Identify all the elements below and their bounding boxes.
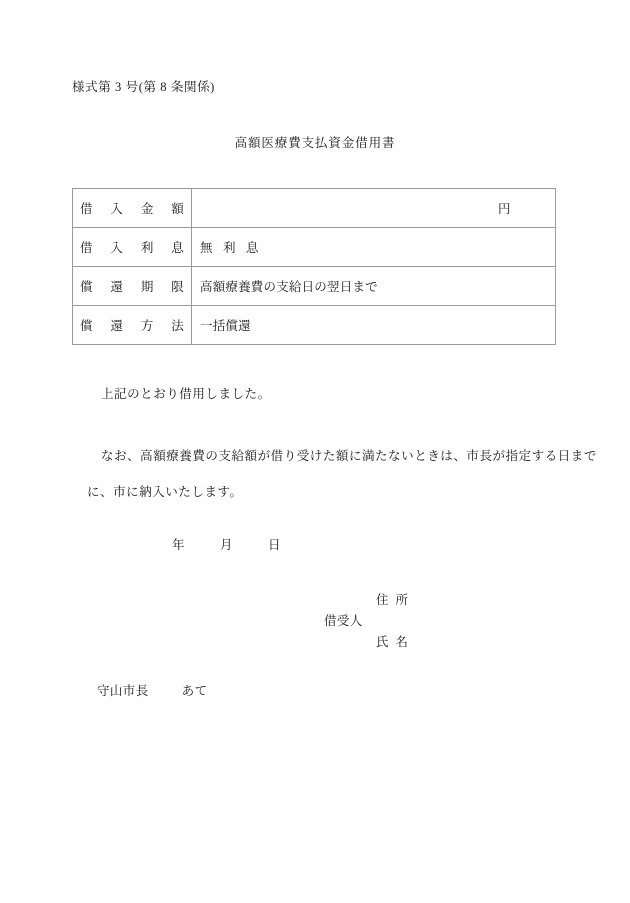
address-row xyxy=(324,590,474,611)
interest-value: 無利息 xyxy=(200,241,270,255)
date-year-label: 年 xyxy=(172,538,185,552)
table-row xyxy=(73,228,556,267)
date-line xyxy=(172,535,281,553)
table-row xyxy=(73,306,556,345)
addressee-recipient: 守山市長 xyxy=(97,684,149,698)
loan-amount-unit: 円 xyxy=(498,202,511,216)
table-row-label: 償還方法 xyxy=(73,306,192,345)
name-row xyxy=(324,632,474,653)
table-row xyxy=(73,189,556,228)
repayment-deadline-value: 高額療養費の支給日の翌日まで xyxy=(200,280,378,294)
repayment-method-value: 一括償還 xyxy=(200,319,251,333)
addressee-line xyxy=(97,681,207,699)
note-text-line-2: に、市に納入いたします。 xyxy=(87,485,243,499)
note-text-line-1: なお、高額療養費の支給額が借り受けた額に満たないときは、市長が指定する日まで xyxy=(101,449,597,463)
table-row-label: 償還期限 xyxy=(73,267,192,306)
table-row-value xyxy=(192,306,556,345)
table-row-value xyxy=(192,228,556,267)
table-row xyxy=(73,267,556,306)
acknowledgement-text: 上記のとおり借用しました。 xyxy=(101,387,271,401)
form-number: 様式第 3 号(第 8 条関係) xyxy=(72,80,215,94)
table-row-label: 借入金額 xyxy=(73,189,192,228)
page-title: 高額医療費支払資金借用書 xyxy=(234,136,396,150)
name-label: 氏名 xyxy=(376,635,416,649)
table-row-label: 借入利息 xyxy=(73,228,192,267)
address-label: 住所 xyxy=(376,593,416,607)
table-row-value xyxy=(192,267,556,306)
borrower-label: 借受人 xyxy=(324,614,363,628)
loan-terms-table xyxy=(72,188,556,345)
signature-block xyxy=(324,590,474,653)
addressee-suffix: あて xyxy=(181,684,208,698)
borrower-row xyxy=(324,611,474,632)
date-month-label: 月 xyxy=(219,538,233,552)
date-day-label: 日 xyxy=(267,538,281,552)
table-row-value xyxy=(192,189,556,228)
